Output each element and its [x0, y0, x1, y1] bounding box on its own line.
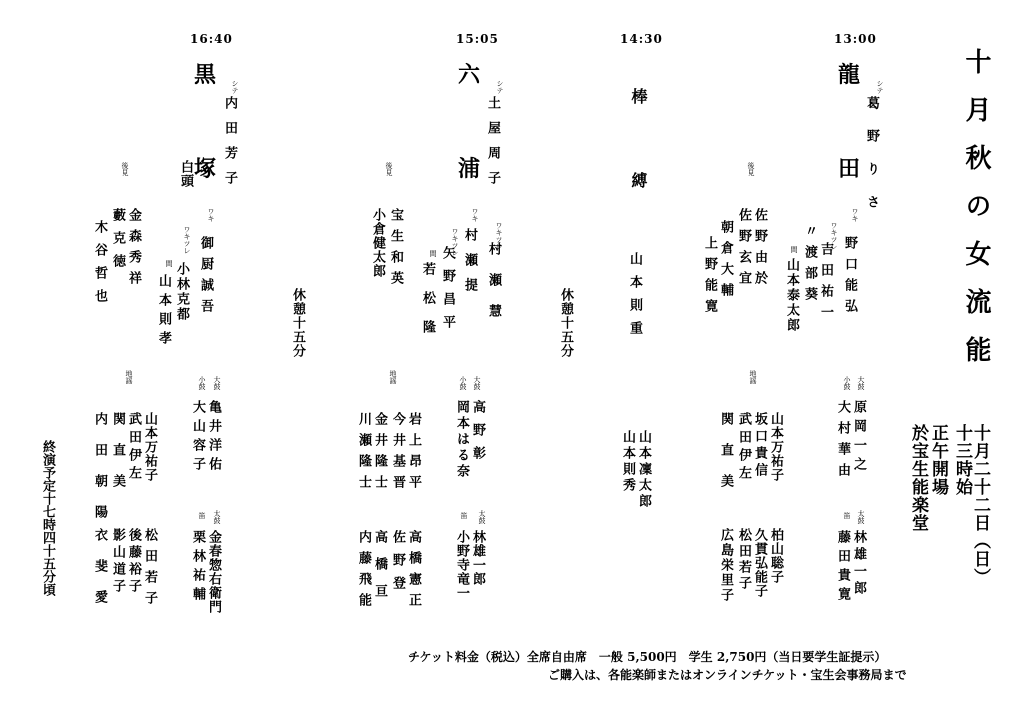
start-time: 十三時始	[952, 424, 972, 496]
program1-ji-role: 地謡	[749, 370, 757, 384]
program1-ji-6: 久貫弘能子	[752, 528, 767, 598]
program4-koken-role: 後見	[121, 162, 129, 176]
program4-ji-5: 松田若子	[142, 528, 157, 612]
break-1: 休憩十五分	[558, 288, 573, 358]
venue: 於宝生能楽堂	[908, 424, 928, 532]
program4-title-2: 塚	[194, 156, 231, 182]
program4-time: 16:40	[190, 32, 233, 46]
program4-taiko2: 金春惣右衛門	[206, 530, 221, 614]
program1-ai-role: 間	[790, 246, 798, 253]
program3-wakitsure-1: 村瀬慧	[486, 242, 501, 335]
program4-waki-role: ワキ	[207, 208, 215, 222]
program1-ji-4: 関直美	[718, 412, 733, 505]
program4-kotsuzumi-role: 小鼓	[198, 376, 206, 390]
program3-fue: 小野寺竜一	[454, 530, 469, 600]
program3-koken-2: 小倉健太郎	[370, 208, 385, 278]
program1-ji-1: 山本万祐子	[768, 412, 783, 482]
program1-title-2: 田	[838, 156, 875, 182]
program3-waki-role: ワキ	[471, 208, 479, 222]
program3-taiko-role: 大鼓	[473, 376, 481, 390]
program4-kotsuzumi: 大山容子	[190, 400, 205, 476]
program3-taiko2: 林雄一郎	[470, 530, 485, 586]
program3-taiko: 高野彰	[470, 400, 485, 469]
program3-wakitsure-2: 矢野昌平	[440, 246, 455, 338]
program3-ji-2: 今井基晋	[390, 412, 405, 496]
program1-waki: 野口能弘	[842, 236, 857, 320]
event-title: 十月秋の女流能	[961, 48, 991, 384]
program4-taiko2-role: 太鼓	[213, 510, 221, 524]
program4-koken-2: 藪克徳	[110, 208, 125, 277]
program1-ai: 山本泰太郎	[784, 258, 799, 333]
purchase-info: ご購入は、各能楽師またはオンラインチケット・宝生会事務局まで	[548, 668, 907, 682]
program3-shite-role: シテ	[496, 80, 504, 94]
program3-waki: 村瀬提	[462, 228, 477, 303]
program2-cast-2: 山本凜太郎	[636, 430, 651, 510]
program1-wakitsure-2: 〃渡部葵	[802, 224, 817, 308]
program4-wakitsure-1: 小林克都	[174, 262, 189, 322]
program1-wakitsure-role: ワキツレ	[830, 222, 838, 250]
program1-ji-5: 柏山聡子	[768, 528, 783, 584]
program3-ai-role: 間	[429, 250, 437, 257]
program4-koken-1: 金森秀祥	[126, 208, 141, 292]
program1-kotsuzumi-role: 小鼓	[843, 376, 851, 390]
program1-fue-role: 笛	[843, 512, 851, 519]
program3-ji-1: 岩上昂平	[406, 412, 421, 496]
program4-shite: 内田芳子	[222, 96, 237, 196]
program3-time: 15:05	[456, 32, 499, 46]
program4-ai: 山本則孝	[156, 274, 171, 350]
program3-koken-1: 宝生和英	[388, 208, 403, 292]
end-time: 終演予定十七時四十五分頃	[40, 440, 55, 596]
program1-ji-2: 坂口貴信	[752, 412, 767, 480]
program4-waki: 御厨誠吾	[198, 236, 213, 320]
program1-taiko: 原岡一之	[851, 400, 866, 476]
break-2: 休憩十五分	[290, 288, 305, 358]
program1-waki-role: ワキ	[851, 208, 859, 222]
program3-fue-role: 笛	[460, 512, 468, 519]
program4-taiko-role: 大鼓	[213, 376, 221, 390]
program4-ji-4: 内田朝陽	[92, 412, 107, 536]
program4-wakitsure-role: ワキツレ	[183, 226, 191, 254]
program3-shite: 土屋周子	[485, 96, 500, 196]
program2-title-2: 縛	[629, 172, 648, 210]
program3-ji-8: 内藤飛能	[356, 530, 371, 614]
program1-koken-3: 朝倉大輔	[718, 220, 733, 304]
program3-ji-4: 川瀬隆士	[356, 412, 371, 496]
program1-fue: 藤田貴寛	[835, 530, 850, 606]
program3-wakitsure-role-2: ワキツレ	[451, 228, 459, 256]
program1-time: 13:00	[834, 32, 877, 46]
program4-shite-role: シテ	[231, 80, 239, 94]
program1-kotsuzumi: 大村華由	[835, 400, 850, 484]
program1-taiko-role: 大鼓	[857, 376, 865, 390]
program3-kotsuzumi: 岡本はる奈	[454, 400, 469, 480]
program4-fue: 栗林祐輔	[190, 530, 205, 606]
program4-ji-3: 関直美	[110, 412, 125, 505]
program4-ji-1: 山本万祐子	[142, 412, 157, 482]
program4-ji-8: 衣斐愛	[92, 528, 107, 621]
program4-ji-2: 武田伊左	[126, 412, 141, 484]
program1-ji-8: 広島栄里子	[718, 528, 733, 603]
program1-koken-2: 佐野玄宜	[736, 208, 751, 292]
program4-ai-role: 間	[165, 260, 173, 267]
ticket-price: チケット料金（税込）全席自由席 一般 5,500円 学生 2,750円（当日要学生証提示）	[408, 650, 887, 664]
program3-ji-3: 金井隆士	[372, 412, 387, 496]
program3-taiko2-role: 太鼓	[478, 510, 486, 524]
program2-time: 14:30	[620, 32, 663, 46]
program1-wakitsure-1: 吉田祐一	[818, 242, 833, 326]
program3-title-1: 六	[458, 62, 495, 88]
program3-ji-7: 高橋亘	[372, 530, 387, 611]
program1-shite: 葛野りさ	[864, 96, 879, 228]
program4-ji-7: 影山道子	[110, 528, 125, 596]
program4-ji-role: 地謡	[125, 370, 133, 384]
program3-kotsuzumi-role: 小鼓	[459, 376, 467, 390]
program3-wakitsure-role: ワキツレ	[495, 222, 503, 250]
program4-ji-6: 後藤裕子	[126, 528, 141, 596]
program2-cast-3: 山本則秀	[620, 430, 635, 494]
open-time: 正午開場	[928, 424, 948, 496]
program3-koken-role: 後見	[385, 162, 393, 176]
program3-ji-5: 高橋憲正	[406, 530, 421, 614]
program4-koken-3: 木谷哲也	[92, 220, 107, 312]
program1-title-1: 龍	[838, 62, 875, 88]
program1-ji-3: 武田伊左	[736, 412, 751, 484]
program1-koken-role: 後見	[747, 162, 755, 176]
program4-taiko: 亀井洋佑	[206, 400, 221, 476]
program2-title-1: 棒	[629, 88, 648, 170]
program3-ji-6: 佐野登	[390, 530, 405, 599]
program3-ji-role: 地謡	[389, 370, 397, 384]
program4-fue-role: 笛	[198, 512, 206, 519]
program1-shite-role: シテ	[876, 80, 884, 94]
program3-title-2: 浦	[458, 156, 495, 182]
program1-ji-7: 松田若子	[736, 528, 751, 592]
program1-taiko2-role: 太鼓	[857, 510, 865, 524]
program3-ai: 若松隆	[420, 262, 435, 349]
event-date: 十月二十二日（日）	[970, 424, 990, 586]
program1-taiko2: 林雄一郎	[851, 530, 866, 598]
program4-shite-note: 白頭	[178, 160, 193, 188]
program4-title-1: 黒	[194, 62, 231, 88]
program2-cast-1: 山本則重	[627, 252, 642, 344]
program1-koken-4: 上野能寛	[702, 236, 717, 320]
program1-koken-1: 佐野由於	[752, 208, 767, 292]
